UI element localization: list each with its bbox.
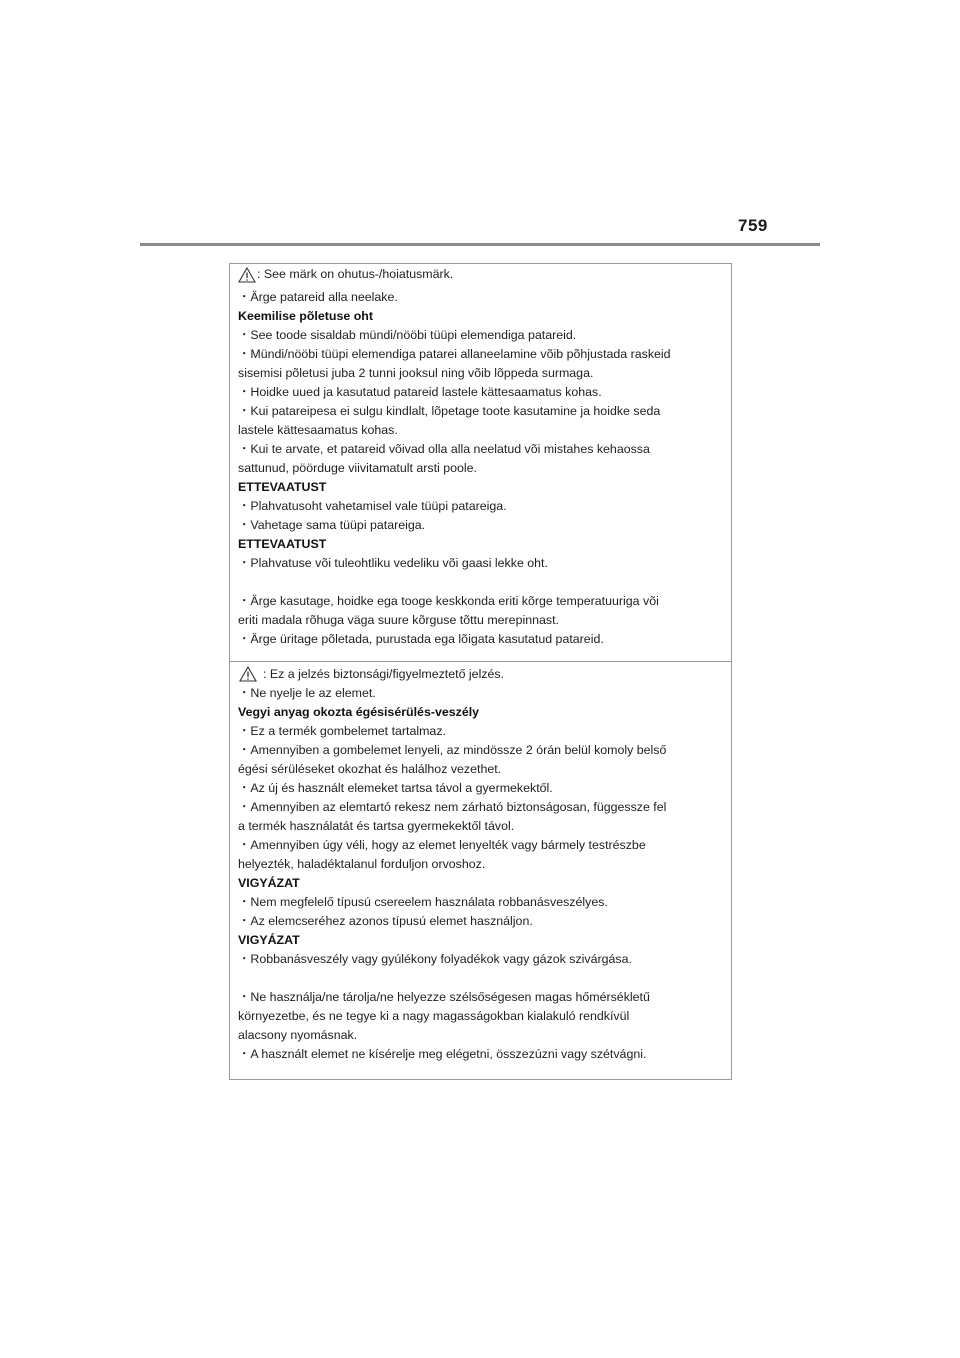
warning-line: környezetbe, és ne tegye ki a nagy magasságokban kialakuló rendkívül: [238, 1009, 630, 1023]
warning-line: ・Az elemcseréhez azonos típusú elemet használjon.: [238, 914, 533, 928]
caution-heading: ETTEVAATUST: [238, 537, 327, 551]
warning-line: ・Vahetage sama tüüpi patareiga.: [238, 518, 426, 532]
warning-line: helyezték, haladéktalanul forduljon orvoshoz.: [238, 857, 486, 871]
caution-heading: VIGYÁZAT: [238, 933, 300, 947]
page-number: 759: [738, 216, 768, 235]
battery-warning-box: [229, 263, 732, 1080]
warning-line: ・Ärge kasutage, hoidke ega tooge keskkonda eriti kõrge temperatuuriga või: [238, 594, 659, 608]
warning-mark-text: : See märk on ohutus-/hoiatusmärk.: [257, 267, 454, 281]
warning-line: ・Amennyiben az elemtartó rekesz nem zárható biztonságosan, függessze fel: [238, 800, 667, 814]
warning-line: ・See toode sisaldab mündi/nööbi tüüpi elemendiga patareid.: [238, 328, 577, 342]
warning-line: ・Ärge patareid alla neelake.: [238, 290, 398, 304]
warning-line: ・Robbanásveszély vagy gyúlékony folyadékok vagy gázok szivárgása.: [238, 952, 632, 966]
warning-line: a termék használatát és tartsa gyermekektől távol.: [238, 819, 515, 833]
warning-line: sisemisi põletusi juba 2 tunni jooksul ning võib lõppeda surmaga.: [238, 366, 594, 380]
warning-line: lastele kättesaamatus kohas.: [238, 423, 398, 437]
caution-heading: ETTEVAATUST: [238, 480, 327, 494]
warning-line: ・Kui te arvate, et patareid võivad olla alla neelatud või mistahes kehaossa: [238, 442, 650, 456]
warning-line: ・Amennyiben a gombelemet lenyeli, az mindössze 2 órán belül komoly belső: [238, 743, 667, 757]
warning-line: ・Kui patareipesa ei sulgu kindlalt, lõpetage toote kasutamine ja hoidke seda: [238, 404, 661, 418]
warning-line: ・Plahvatusoht vahetamisel vale tüüpi patareiga.: [238, 499, 507, 513]
warning-line: ・Ärge üritage põletada, purustada ega lõigata kasutatud patareid.: [238, 632, 604, 646]
warning-line: sattunud, pöörduge viivitamatult arsti poole.: [238, 461, 478, 475]
warning-line: eriti madala rõhuga väga suure kõrguse tõttu merepinnast.: [238, 613, 559, 627]
warning-heading: Keemilise põletuse oht: [238, 309, 373, 323]
caution-heading: VIGYÁZAT: [238, 876, 300, 890]
warning-line: ・Nem megfelelő típusú csereelem használata robbanásveszélyes.: [238, 895, 608, 909]
warning-heading: Vegyi anyag okozta égésisérülés-veszély: [238, 705, 480, 719]
warning-line: égési sérüléseket okozhat és halálhoz vezethet.: [238, 762, 502, 776]
hungarian-warning-section: [230, 662, 731, 1080]
estonian-warning-section: [230, 264, 731, 661]
warning-triangle-icon: [238, 267, 256, 283]
warning-line: ・Ne használja/ne tárolja/ne helyezze szélsőségesen magas hőmérsékletű: [238, 990, 650, 1004]
warning-triangle-icon: [239, 666, 257, 682]
warning-line: ・Ne nyelje le az elemet.: [238, 686, 376, 700]
warning-line: ・A használt elemet ne kísérelje meg elégetni, összezúzni vagy szétvágni.: [238, 1047, 647, 1061]
header-rule: [140, 243, 820, 246]
warning-line: ・Az új és használt elemeket tartsa távol a gyermekektől.: [238, 781, 553, 795]
warning-line: ・Amennyiben úgy véli, hogy az elemet lenyelték vagy bármely testrészbe: [238, 838, 646, 852]
warning-line: ・Hoidke uued ja kasutatud patareid lastele kättesaamatus kohas.: [238, 385, 602, 399]
warning-line: ・Plahvatuse või tuleohtliku vedeliku või gaasi lekke oht.: [238, 556, 548, 570]
warning-line: ・Ez a termék gombelemet tartalmaz.: [238, 724, 446, 738]
warning-mark-text: : Ez a jelzés biztonsági/figyelmeztető jelzés.: [263, 667, 505, 681]
warning-line: ・Mündi/nööbi tüüpi elemendiga patarei allaneelamine võib põhjustada raskeid: [238, 347, 671, 361]
warning-line: alacsony nyomásnak.: [238, 1028, 358, 1042]
